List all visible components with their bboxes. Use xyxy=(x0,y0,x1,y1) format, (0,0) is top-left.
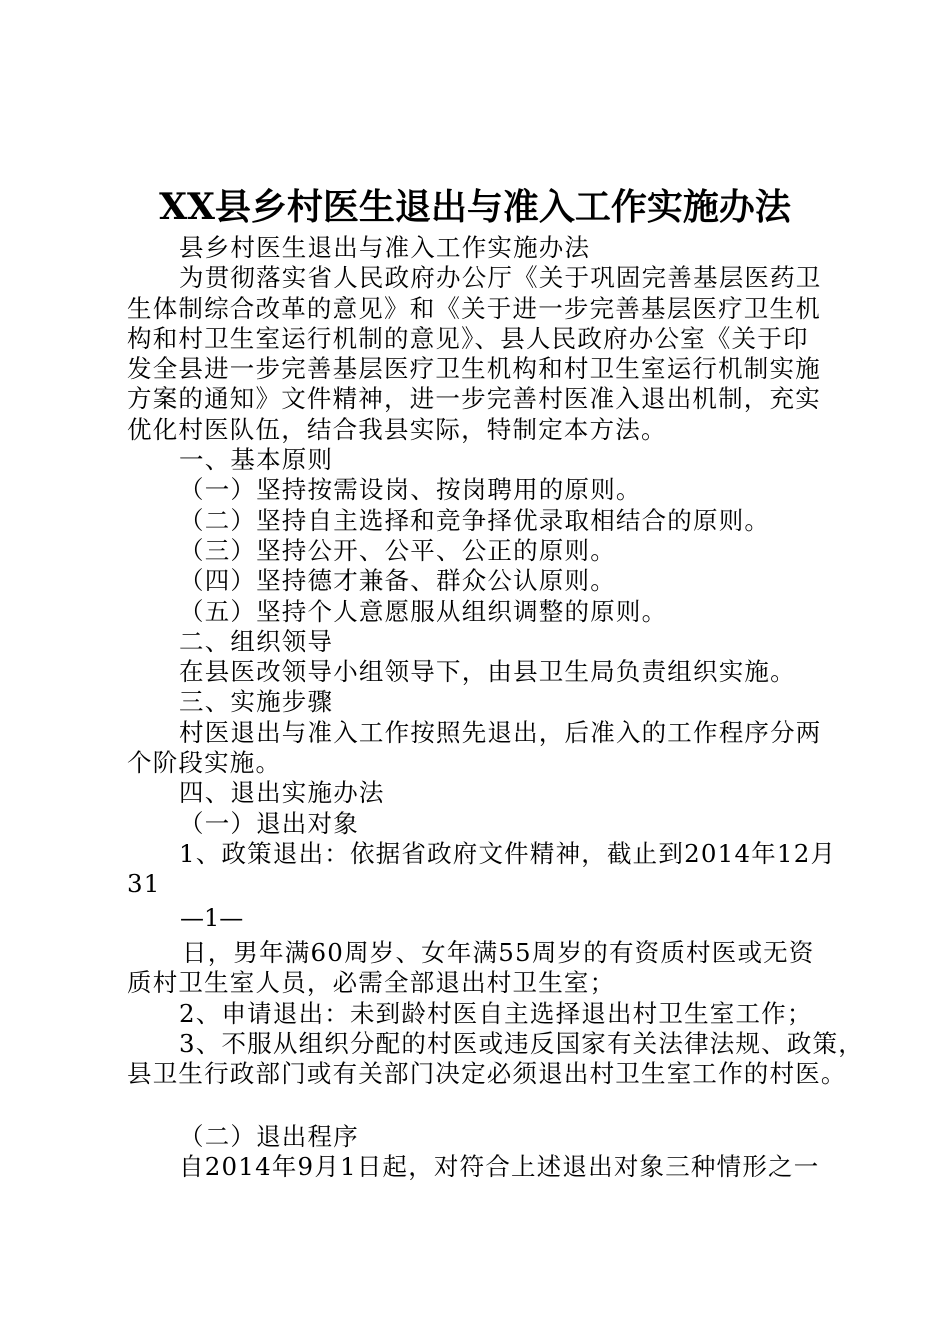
paragraph-line: 生体制综合改革的意见》和《关于进一步完善基层医疗卫生机 xyxy=(127,293,821,323)
paragraph-line: 县乡村医生退出与准入工作实施办法 xyxy=(179,233,591,262)
paragraph-line: 31 xyxy=(127,869,161,899)
paragraph-line: 构和村卫生室运行机制的意见》、县人民政府办公室《关于印 xyxy=(127,323,809,353)
body-block-3 xyxy=(127,1122,837,1183)
paragraph-line: 在县医改领导小组领导下，由县卫生局负责组织实施。 xyxy=(179,657,796,687)
paragraph-line: 1、政策退出：依据省政府文件精神，截止到2014年12月 xyxy=(179,838,837,868)
body-block-1 xyxy=(127,233,837,900)
paragraph-line: 3、不服从组织分配的村医或违反国家有关法律法规、政策， xyxy=(179,1028,864,1058)
list-item: （五）坚持个人意愿服从组织调整的原则。 xyxy=(179,596,668,626)
paragraph-line: 质村卫生室人员，必需全部退出村卫生室； xyxy=(127,968,616,998)
list-item: （四）坚持德才兼备、群众公认原则。 xyxy=(179,566,616,596)
paragraph-line: 方案的通知》文件精神，进一步完善村医准入退出机制，充实 xyxy=(127,384,821,414)
section-heading: 二、组织领导 xyxy=(179,626,334,656)
subsection-heading: （二）退出程序 xyxy=(179,1122,359,1151)
list-item: （二）坚持自主选择和竞争择优录取相结合的原则。 xyxy=(179,505,771,535)
paragraph-line: 优化村医队伍，结合我县实际，特制定本方法。 xyxy=(127,414,667,444)
body-block-2 xyxy=(127,938,864,1089)
section-heading: 三、实施步骤 xyxy=(179,687,334,717)
paragraph-line: 自2014年9月1日起，对符合上述退出对象三种情形之一 xyxy=(179,1152,820,1182)
document-title: XX县乡村医生退出与准入工作实施办法 xyxy=(159,186,791,228)
paragraph-line: 县卫生行政部门或有关部门决定必须退出村卫生室工作的村医。 xyxy=(127,1059,847,1089)
list-item: （三）坚持公开、公平、公正的原则。 xyxy=(179,535,616,565)
page-number: —1— xyxy=(180,904,244,932)
paragraph-line: 2、申请退出：未到龄村医自主选择退出村卫生室工作； xyxy=(179,998,813,1028)
section-heading: 四、退出实施办法 xyxy=(179,778,385,808)
section-heading: 一、基本原则 xyxy=(179,445,334,475)
paragraph-line: 日，男年满60周岁、女年满55周岁的有资质村医或无资 xyxy=(182,938,815,967)
paragraph-line: 发全县进一步完善基层医疗卫生机构和村卫生室运行机制实施 xyxy=(127,354,821,384)
paragraph-line: 为贯彻落实省人民政府办公厅《关于巩固完善基层医药卫 xyxy=(179,263,822,293)
paragraph-line: 村医退出与准入工作按照先退出，后准入的工作程序分两 xyxy=(179,717,822,747)
subsection-heading: （一）退出对象 xyxy=(179,808,359,838)
list-item: （一）坚持按需设岗、按岗聘用的原则。 xyxy=(179,475,642,505)
paragraph-line: 个阶段实施。 xyxy=(127,748,282,778)
